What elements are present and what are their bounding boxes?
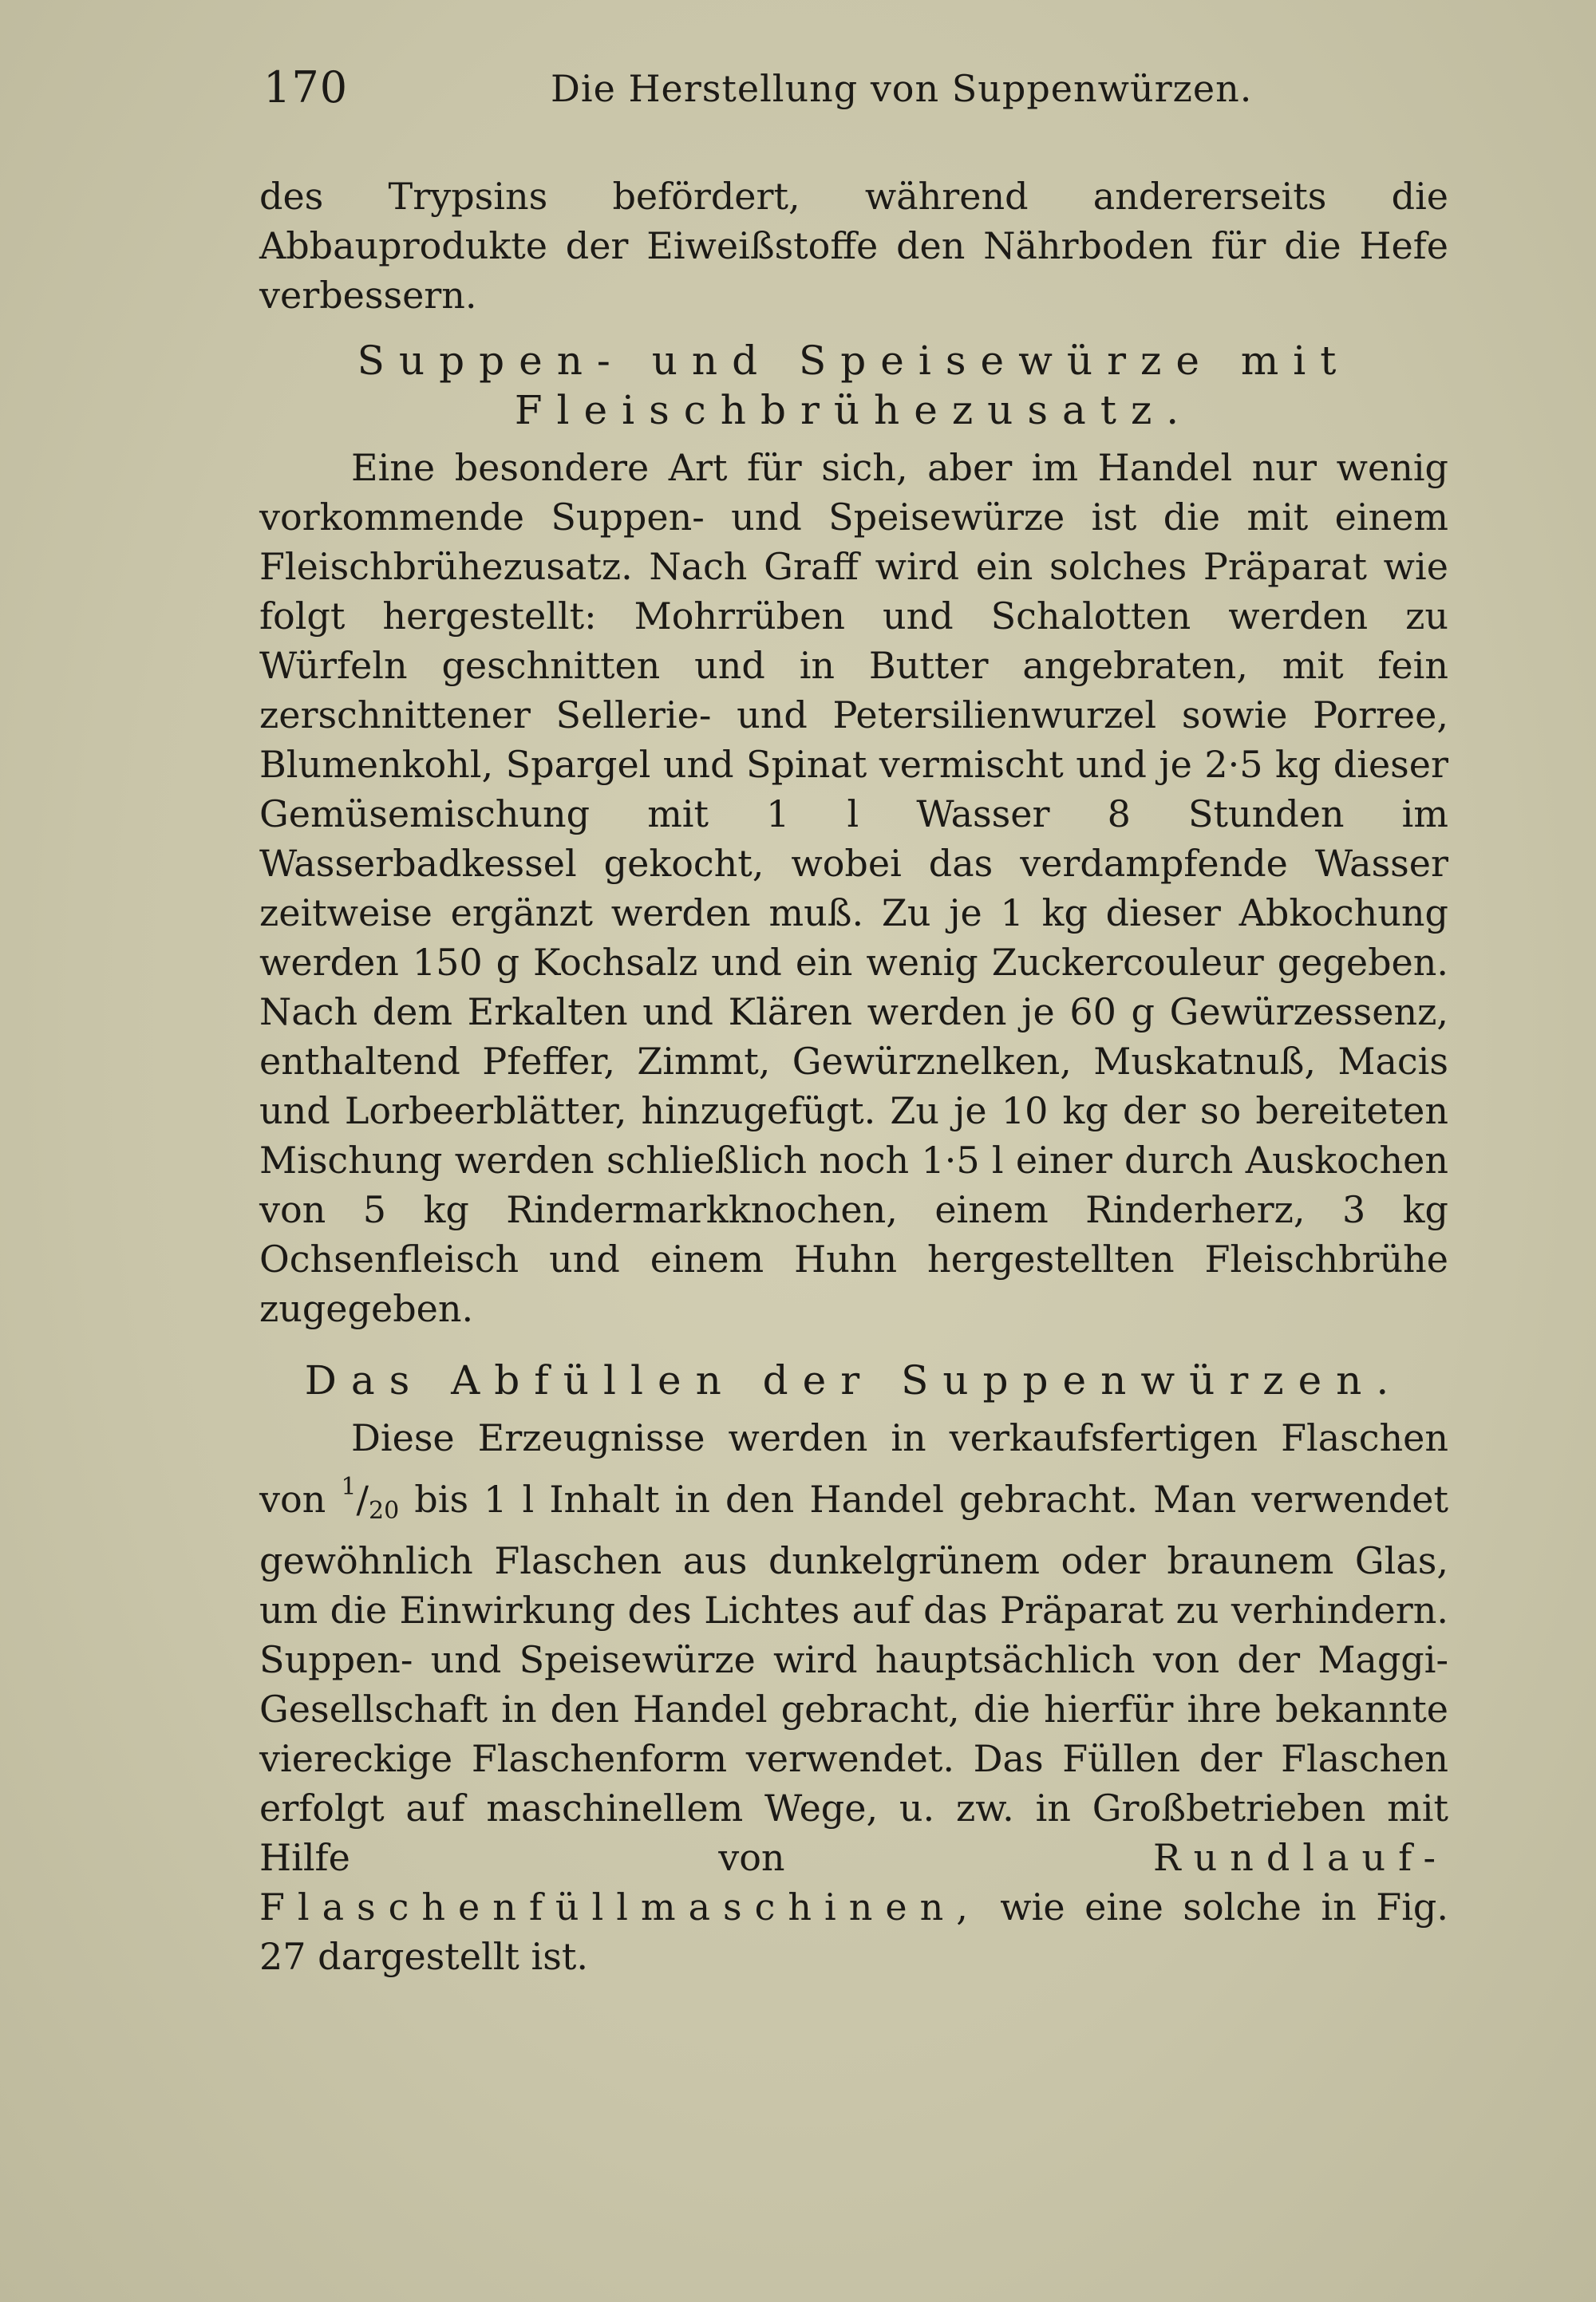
emphasized-term: Rundlauf-Flaschenfüllmaschinen,: [259, 1836, 1448, 1929]
page-number: 170: [263, 62, 349, 113]
section-heading-bottling: Das Abfüllen der Suppenwürzen.: [304, 1357, 1404, 1404]
paragraph-continuation: des Trypsins befördert, während andererseits die Abbauprodukte der Eiweißstoffe den Nährboden für die Hefe verbessern.: [259, 175, 1448, 317]
bottling-text-part1: Diese Erzeugnisse werden in verkaufsfertigen Flaschen von: [259, 1416, 1448, 1521]
page-header: [263, 62, 1444, 118]
body-text: [259, 172, 1448, 1981]
running-title: Die Herstellung von Suppenwürzen.: [551, 67, 1253, 110]
fraction-slash: /: [356, 1478, 369, 1521]
paragraph-bottling: [259, 1413, 1448, 1981]
fraction-denominator: 20: [369, 1497, 400, 1525]
bottling-text-part2: bis 1 l Inhalt in den Handel gebracht. Man verwendet gewöhnlich Flaschen aus dunkelgrünem oder braunem Glas, um die Einwirkung des Lichtes auf das Präparat zu verhindern. Suppen- und Speisewürze wird hauptsächlich von der Maggi-Gesellschaft in den Handel gebracht, die hierfür ihre bekannte viereckige Flaschenform verwendet. Das Füllen der Flaschen erfolgt auf maschinellem Wege, u. zw. in Großbetrieben mit Hilfe von: [259, 1478, 1448, 1879]
paragraph-meat-broth-recipe: Eine besondere Art für sich, aber im Handel nur wenig vorkommende Suppen- und Speisewürze ist die mit einem Fleischbrühezusatz. Nach Graff wird ein solches Präparat wie folgt hergestellt: Mohrrüben und Schalotten werden zu Würfeln geschnitten und in Butter angebraten, mit fein zerschnittener Sellerie- und Petersilienwurzel sowie Porree, Blumenkohl, Spargel und Spinat vermischt und je 2·5 kg dieser Gemüsemischung mit 1 l Wasser 8 Stunden im Wasserbadkessel gekocht, wobei das verdampfende Wasser zeitweise ergänzt werden muß. Zu je 1 kg dieser Abkochung werden 150 g Kochsalz und ein wenig Zuckercouleur gegeben. Nach dem Erkalten und Klären werden je 60 g Gewürzessenz, enthaltend Pfeffer, Zimmt, Gewürznelken, Muskatnuß, Macis und Lorbeerblätter, hinzugefügt. Zu je 10 kg der so bereiteten Mischung werden schließlich noch 1·5 l einer durch Auskochen von 5 kg Rindermarkknochen, einem Rinderherz, 3 kg Ochsenfleisch und einem Huhn hergestellten Fleischbrühe zugegeben.: [259, 446, 1448, 1330]
section-heading-soup-seasoning-line2: Fleischbrühezusatz.: [514, 387, 1194, 433]
bottling-text-part3: wie eine solche in Fig. 27 dargestellt ist.: [259, 1885, 1448, 1978]
section-heading-soup-seasoning-line1: Suppen- und Speisewürze mit: [357, 338, 1351, 384]
fraction-numerator: 1: [341, 1473, 357, 1501]
